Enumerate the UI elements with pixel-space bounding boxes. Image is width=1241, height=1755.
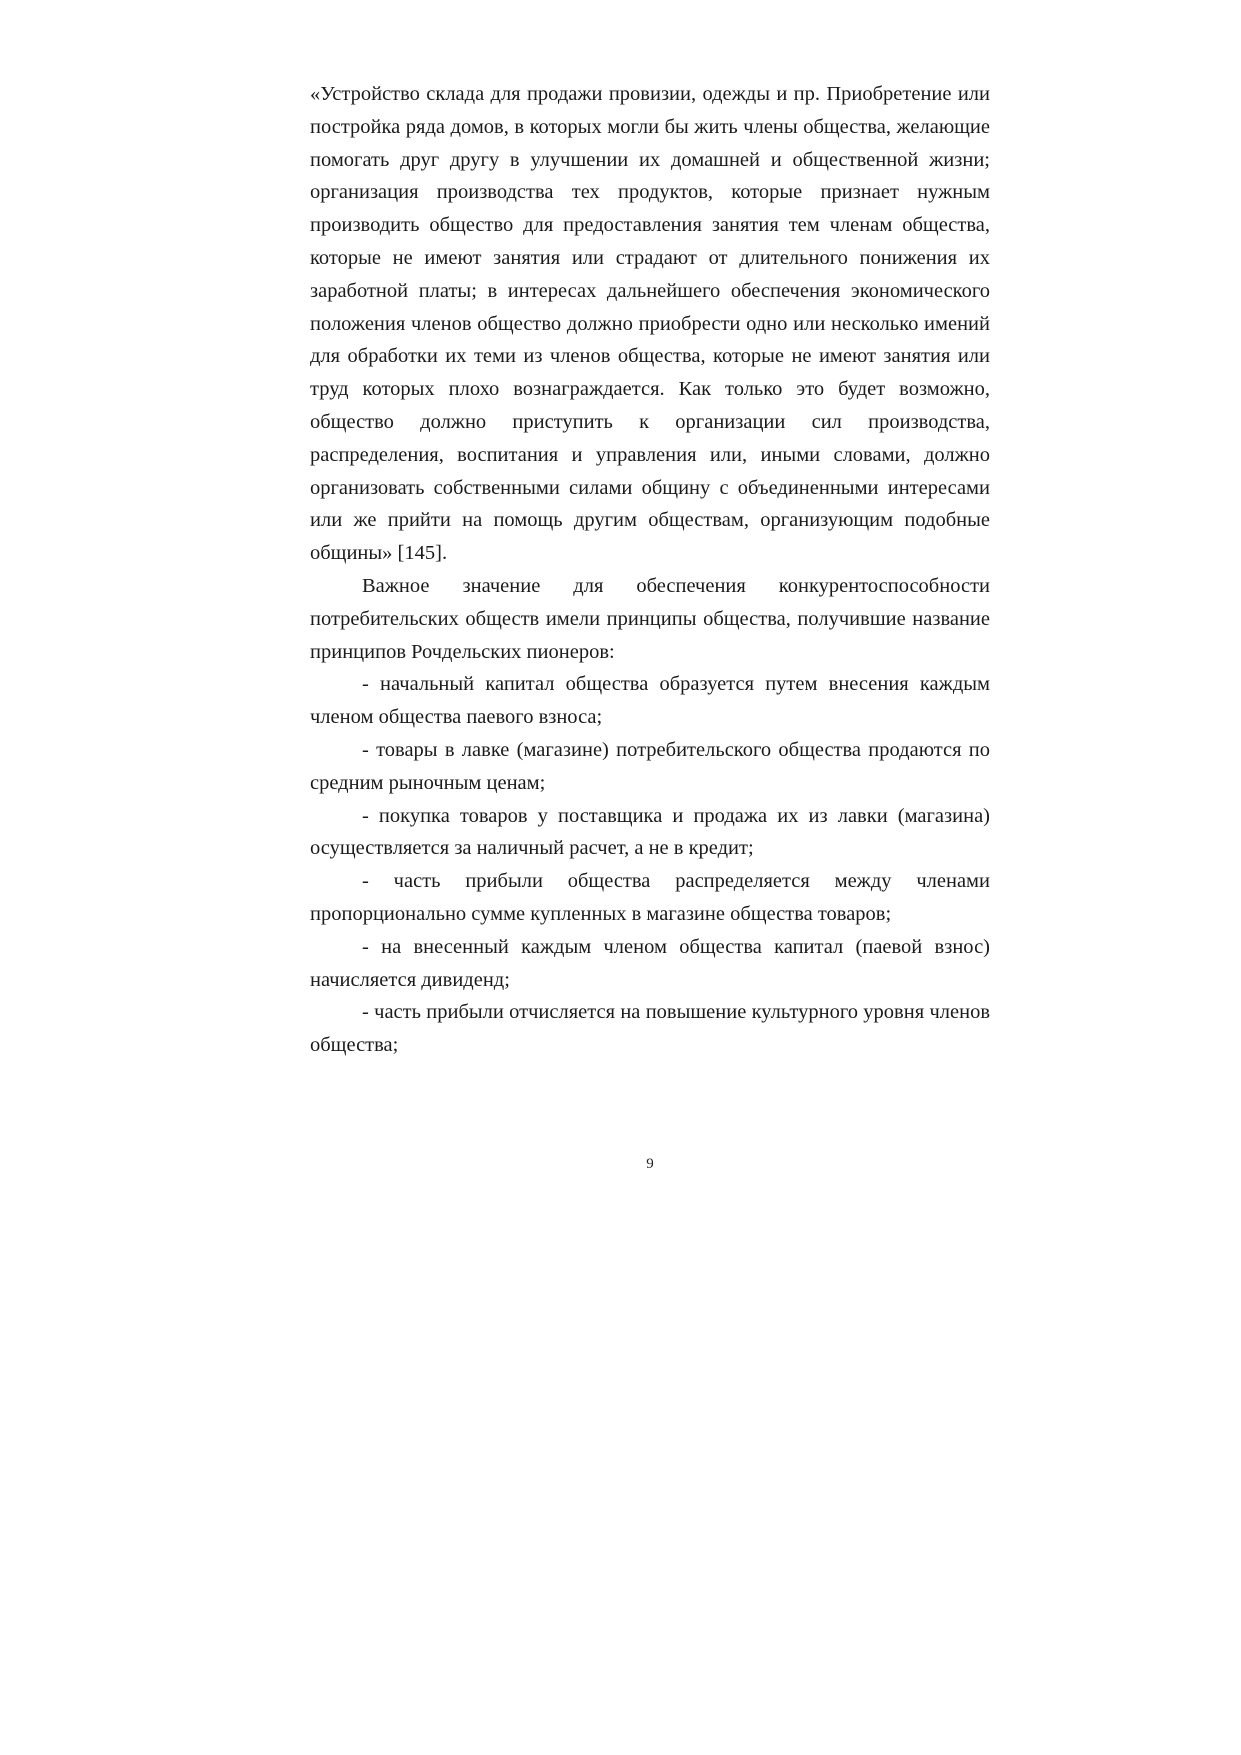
list-item-principle-6: - часть прибыли отчисляется на повышение культурного уровня членов общества;: [310, 1001, 990, 1057]
paragraph-quote: «Устройство склада для продажи провизии, одежды и пр. Приобретение или постройка ряда домов, в которых могли бы жить члены общества, желающие помогать друг другу в улучшении их домашней и общественной жизни; организация производства тех продуктов, которые признает нужным производить общество для предоставления занятия тем членам общества, которые не имеют занятия или страдают от длительного понижения их заработной платы; в интересах дальнейшего обеспечения экономического положения членов общество должно приобрести одно или несколько имений для обработки их теми из членов общества, которые не имеют занятия или труд которых плохо вознаграждается. Как только это будет возможно, общество должно приступить к организации сил производства, распределения, воспитания и управления или, иными словами, должно организовать собственными силами общину с объединенными интересами или же прийти на помощь другим обществам, организующим подобные общины» [145].: [310, 83, 990, 565]
list-item-principle-5: - на внесенный каждым членом общества капитал (паевой взнос) начисляется дивиденд;: [310, 935, 990, 991]
list-item-principle-3: - покупка товаров у поставщика и продажа их из лавки (магазина) осуществляется за наличный расчет, а не в кредит;: [310, 804, 990, 860]
list-item-principle-4: - часть прибыли общества распределяется между членами пропорционально сумме купленных в магазине общества товаров;: [310, 870, 990, 925]
page-body-text: [310, 78, 990, 1062]
paragraph-intro-principles: Важное значение для обеспечения конкурентоспособности потребительских обществ имели принципы общества, получившие название принципов Рочдельских пионеров:: [310, 574, 990, 663]
page-number: 9: [646, 1156, 654, 1172]
list-item-principle-1: - начальный капитал общества образуется путем внесения каждым членом общества паевого взноса;: [310, 673, 990, 729]
list-item-principle-2: - товары в лавке (магазине) потребительского общества продаются по средним рыночным ценам;: [310, 738, 990, 794]
